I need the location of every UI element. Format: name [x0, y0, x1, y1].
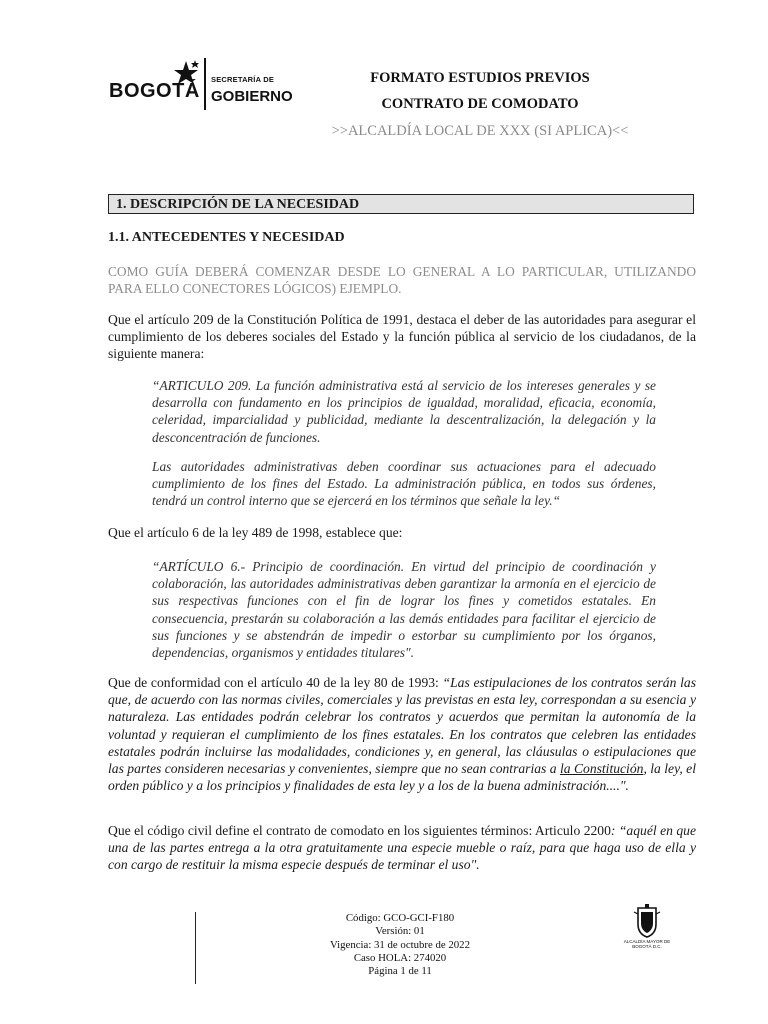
footer-caso: Caso HOLA: 274020 — [353, 951, 447, 964]
paragraph-codigo-civil — [108, 822, 696, 874]
quote-article-209-continued: Las autoridades administrativas deben coordinar sus actuaciones para el adecuado cumplimiento de los fines del Estado. La administración pública, en todos sus órdenes, tendrá un control interno que se ejercerá en los términos que señale la ley.“ — [152, 459, 656, 509]
star-icon — [173, 60, 199, 86]
constitucion-link[interactable]: la Constitución — [559, 761, 644, 777]
paragraph-ley-80 — [108, 674, 696, 794]
footer-info — [320, 912, 480, 978]
footer-version: Versión: 01 — [375, 925, 425, 938]
paragraph-ley-80-intro: Que de conformidad con el artículo 40 de la ley 80 de 1993: — [108, 675, 443, 690]
coat-of-arms-icon — [622, 904, 672, 938]
paragraph-ley-489: Que el artículo 6 de la ley 489 de 1998, establece que: — [108, 525, 403, 540]
crest-caption: ALCALDÍA MAYOR DE BOGOTÁ D.C. — [623, 939, 671, 949]
alcaldia-crest-logo — [622, 904, 672, 952]
quote-article-209: “ARTICULO 209. La función administrativa está al servicio de los intereses generales y se desarrolla con fundamento en los principios de igualdad, moralidad, eficacia, economía, celeridad, imparcialidad y publicidad, mediante la descentralización, la delegación y la desconcentración de funciones. — [152, 378, 656, 445]
logo-line2: GOBIERNO — [211, 88, 293, 105]
quote-article-6: “ARTÍCULO 6.- Principio de coordinación. En virtud del principio de coordinación y colaboración, las autoridades administrativas deben garantizar la armonía en el ejercicio de sus respectivas funciones con el fin de lograr los fines y cometidos estatales. En consecuencia, prestarán su colaboración a las demás entidades para facilitar el ejercicio de sus funciones y se abstendrán de impedir o estorbar su cumplimiento por los órganos, dependencias, organismos y entidades titulares". — [152, 559, 656, 661]
document-title: FORMATO ESTUDIOS PREVIOS — [370, 70, 590, 86]
footer-code: Código: GCO-GCI-F180 — [345, 912, 455, 924]
quote-article-2200: : “aquél en que una de las partes entrega a la otra gratuitamente una especie mueble o raíz, para que haga uso de ella y con cargo de restituir la misma especie después de terminar el uso". — [108, 823, 696, 873]
document-placeholder-line: >>ALCALDÍA LOCAL DE XXX (SI APLICA)<< — [331, 123, 629, 139]
subsection-heading: 1.1. ANTECEDENTES Y NECESIDAD — [108, 230, 345, 245]
paragraph-article-209: Que el artículo 209 de la Constitución Política de 1991, destaca el deber de las autoridades para asegurar el cumplimiento de los deberes sociales del Estado y la función pública al servicio de los ciudadanos, de la siguiente manera: — [108, 312, 696, 362]
quote-article-40: “Las estipulaciones de los contratos serán las que, de acuerdo con las normas civiles, comerciales y las previstas en esta ley, correspondan a su esencia y naturaleza. Las entidades podrán celebrar los contratos y acuerdos que permitan la autonomía de la voluntad y requieran el cumplimiento de los fines estatales. En los contratos que celebren las entidades estatales podrán incluirse las modalidades, condiciones y, en general, las cláusulas o estipulaciones que las partes consideren necesarias y convenientes, siempre que no sean contrarias a — [108, 675, 696, 777]
logo-line1: SECRETARÍA DE — [211, 75, 275, 84]
footer-page-number: Página 1 de 11 — [368, 965, 432, 978]
guide-paragraph: COMO GUÍA DEBERÁ COMENZAR DESDE LO GENERAL A LO PARTICULAR, UTILIZANDO PARA ELLO CONECTORES LÓGICOS) EJEMPLO. — [108, 264, 696, 297]
secretaria-gobierno-logo — [109, 58, 294, 110]
footer-divider — [195, 912, 196, 984]
footer-vigencia: Vigencia: 31 de octubre de 2022 — [330, 938, 470, 951]
paragraph-codigo-civil-intro: Que el código civil define el contrato de comodato en los siguientes términos: Articulo 2200 — [108, 823, 611, 838]
logo-brand-text: BOGOTÁ — [109, 80, 200, 102]
document-subtitle: CONTRATO DE COMODATO — [381, 96, 579, 112]
quote-article-40-end: , la ley, el orden público y a los principios y finalidades de esta ley y a los de la buena administración....". — [108, 761, 696, 794]
logo-divider — [204, 58, 206, 110]
section-heading: 1. DESCRIPCIÓN DE LA NECESIDAD — [108, 194, 694, 214]
